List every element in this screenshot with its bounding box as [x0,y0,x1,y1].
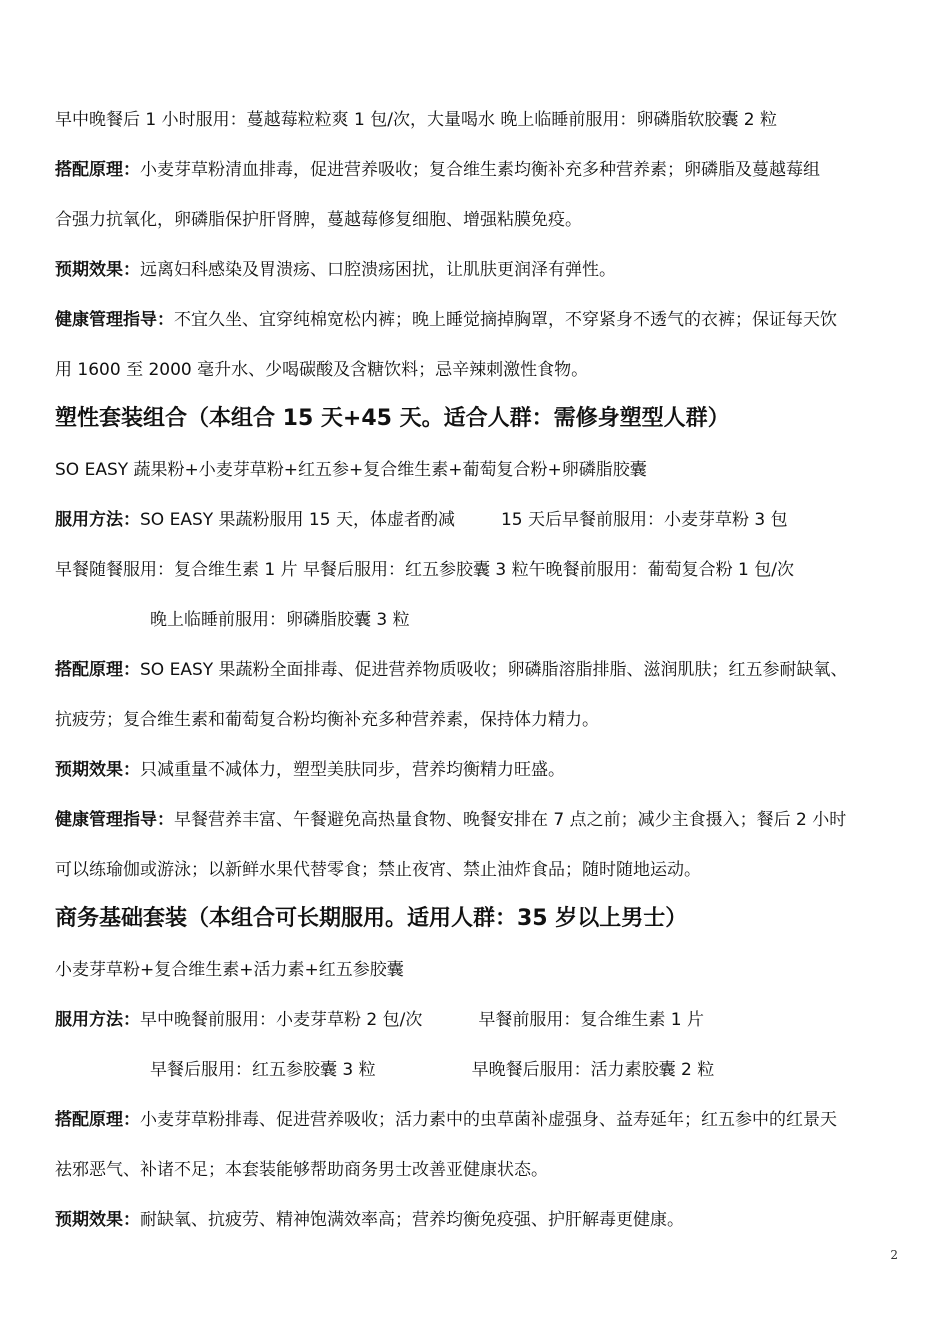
principle-line [55,158,902,182]
effect-line [55,258,902,282]
principle-line [55,1108,902,1132]
page-number: 2 [890,1248,898,1262]
guide-line-cont [55,858,902,882]
products-text: SO EASY 蔬果粉+小麦芽草粉+红五参+复合维生素+葡萄复合粉+卵磷脂胶囊 [55,460,647,480]
guide-line [55,808,902,832]
principle-text: 小麦芽草粉清血排毒，促进营养吸收；复合维生素均衡补充多种营养素；卵磷脂及蔓越莓组 [140,160,820,180]
usage-line-2 [150,1058,902,1082]
effect-line [55,758,902,782]
effect-text: 耐缺氧、抗疲劳、精神饱满效率高；营养均衡免疫强、护肝解毒更健康。 [140,1210,684,1230]
effect-label: 预期效果： [55,1210,140,1230]
usage-text: 早中晚餐前服用：小麦芽草粉 2 包/次 [140,1010,423,1030]
products-line [55,458,902,482]
usage-line [55,1008,902,1032]
principle-label: 搭配原理： [55,160,140,180]
products-text: 小麦芽草粉+复合维生素+活力素+红五参胶囊 [55,960,404,980]
section-heading-text: 商务基础套装（本组合可长期服用。适用人群：35 岁以上男士） [55,906,688,931]
usage-label: 服用方法： [55,510,140,530]
effect-text: 只减重量不减体力，塑型美肤同步，营养均衡精力旺盛。 [140,760,565,780]
principle-line-cont [55,708,902,732]
principle-text-cont: 祛邪恶气、补诸不足；本套装能够帮助商务男士改善亚健康状态。 [55,1160,548,1180]
guide-text: 早餐营养丰富、午餐避免高热量食物、晚餐安排在 7 点之前；减少主食摄入；餐后 2 小时 [174,810,847,830]
products-line [55,958,902,982]
principle-line-cont [55,1158,902,1182]
usage-text: 晚上临睡前服用：卵磷脂胶囊 3 粒 [150,610,410,630]
guide-line-cont [55,358,902,382]
principle-text-cont: 抗疲劳；复合维生素和葡萄复合粉均衡补充多种营养素，保持体力精力。 [55,710,599,730]
guide-text: 不宜久坐、宜穿纯棉宽松内裤；晚上睡觉摘掉胸罩，不穿紧身不透气的衣裤；保证每天饮 [174,310,837,330]
effect-label: 预期效果： [55,760,140,780]
guide-text-cont: 用 1600 至 2000 毫升水、少喝碳酸及含糖饮料；忌辛辣刺激性食物。 [55,360,589,380]
guide-line [55,308,902,332]
principle-line [55,658,902,682]
principle-label: 搭配原理： [55,1110,140,1130]
usage-text: 早餐前服用：复合维生素 1 片 [478,1010,704,1030]
usage-line-3 [150,608,902,632]
usage-text: 早餐后服用：红五参胶囊 3 粒 [150,1060,376,1080]
section-heading [55,904,902,934]
principle-line-cont [55,208,902,232]
usage-text: SO EASY 果蔬粉服用 15 天，体虚者酌减 [140,510,455,530]
principle-text: SO EASY 果蔬粉全面排毒、促进营养物质吸收；卵磷脂溶脂排脂、滋润肌肤；红五参耐缺氧、 [140,660,848,680]
usage-text: 早餐随餐服用：复合维生素 1 片 早餐后服用：红五参胶囊 3 粒午晚餐前服用：葡萄复合粉 1 包/次 [55,560,795,580]
section-heading-text: 塑性套装组合（本组合 15 天+45 天。适合人群：需修身塑型人群） [55,406,730,431]
effect-label: 预期效果： [55,260,140,280]
section-heading [55,404,902,434]
principle-text: 小麦芽草粉排毒、促进营养吸收；活力素中的虫草菌补虚强身、益寿延年；红五参中的红景天 [140,1110,837,1130]
usage-label: 服用方法： [55,1010,140,1030]
usage-text: 早晚餐后服用：活力素胶囊 2 粒 [471,1060,715,1080]
principle-text-cont: 合强力抗氧化，卵磷脂保护肝肾脾，蔓越莓修复细胞、增强粘膜免疫。 [55,210,582,230]
usage-line [55,108,902,132]
guide-text-cont: 可以练瑜伽或游泳；以新鲜水果代替零食；禁止夜宵、禁止油炸食品；随时随地运动。 [55,860,701,880]
usage-text: 早中晚餐后 1 小时服用：蔓越莓粒粒爽 1 包/次，大量喝水 晚上临睡前服用：卵磷脂软胶囊 2 粒 [55,110,778,130]
effect-line [55,1208,902,1232]
guide-label: 健康管理指导： [55,310,174,330]
guide-label: 健康管理指导： [55,810,174,830]
usage-line [55,508,902,532]
usage-line-2 [55,558,902,582]
principle-label: 搭配原理： [55,660,140,680]
effect-text: 远离妇科感染及胃溃疡、口腔溃疡困扰，让肌肤更润泽有弹性。 [140,260,616,280]
usage-text: 15 天后早餐前服用：小麦芽草粉 3 包 [500,510,788,530]
